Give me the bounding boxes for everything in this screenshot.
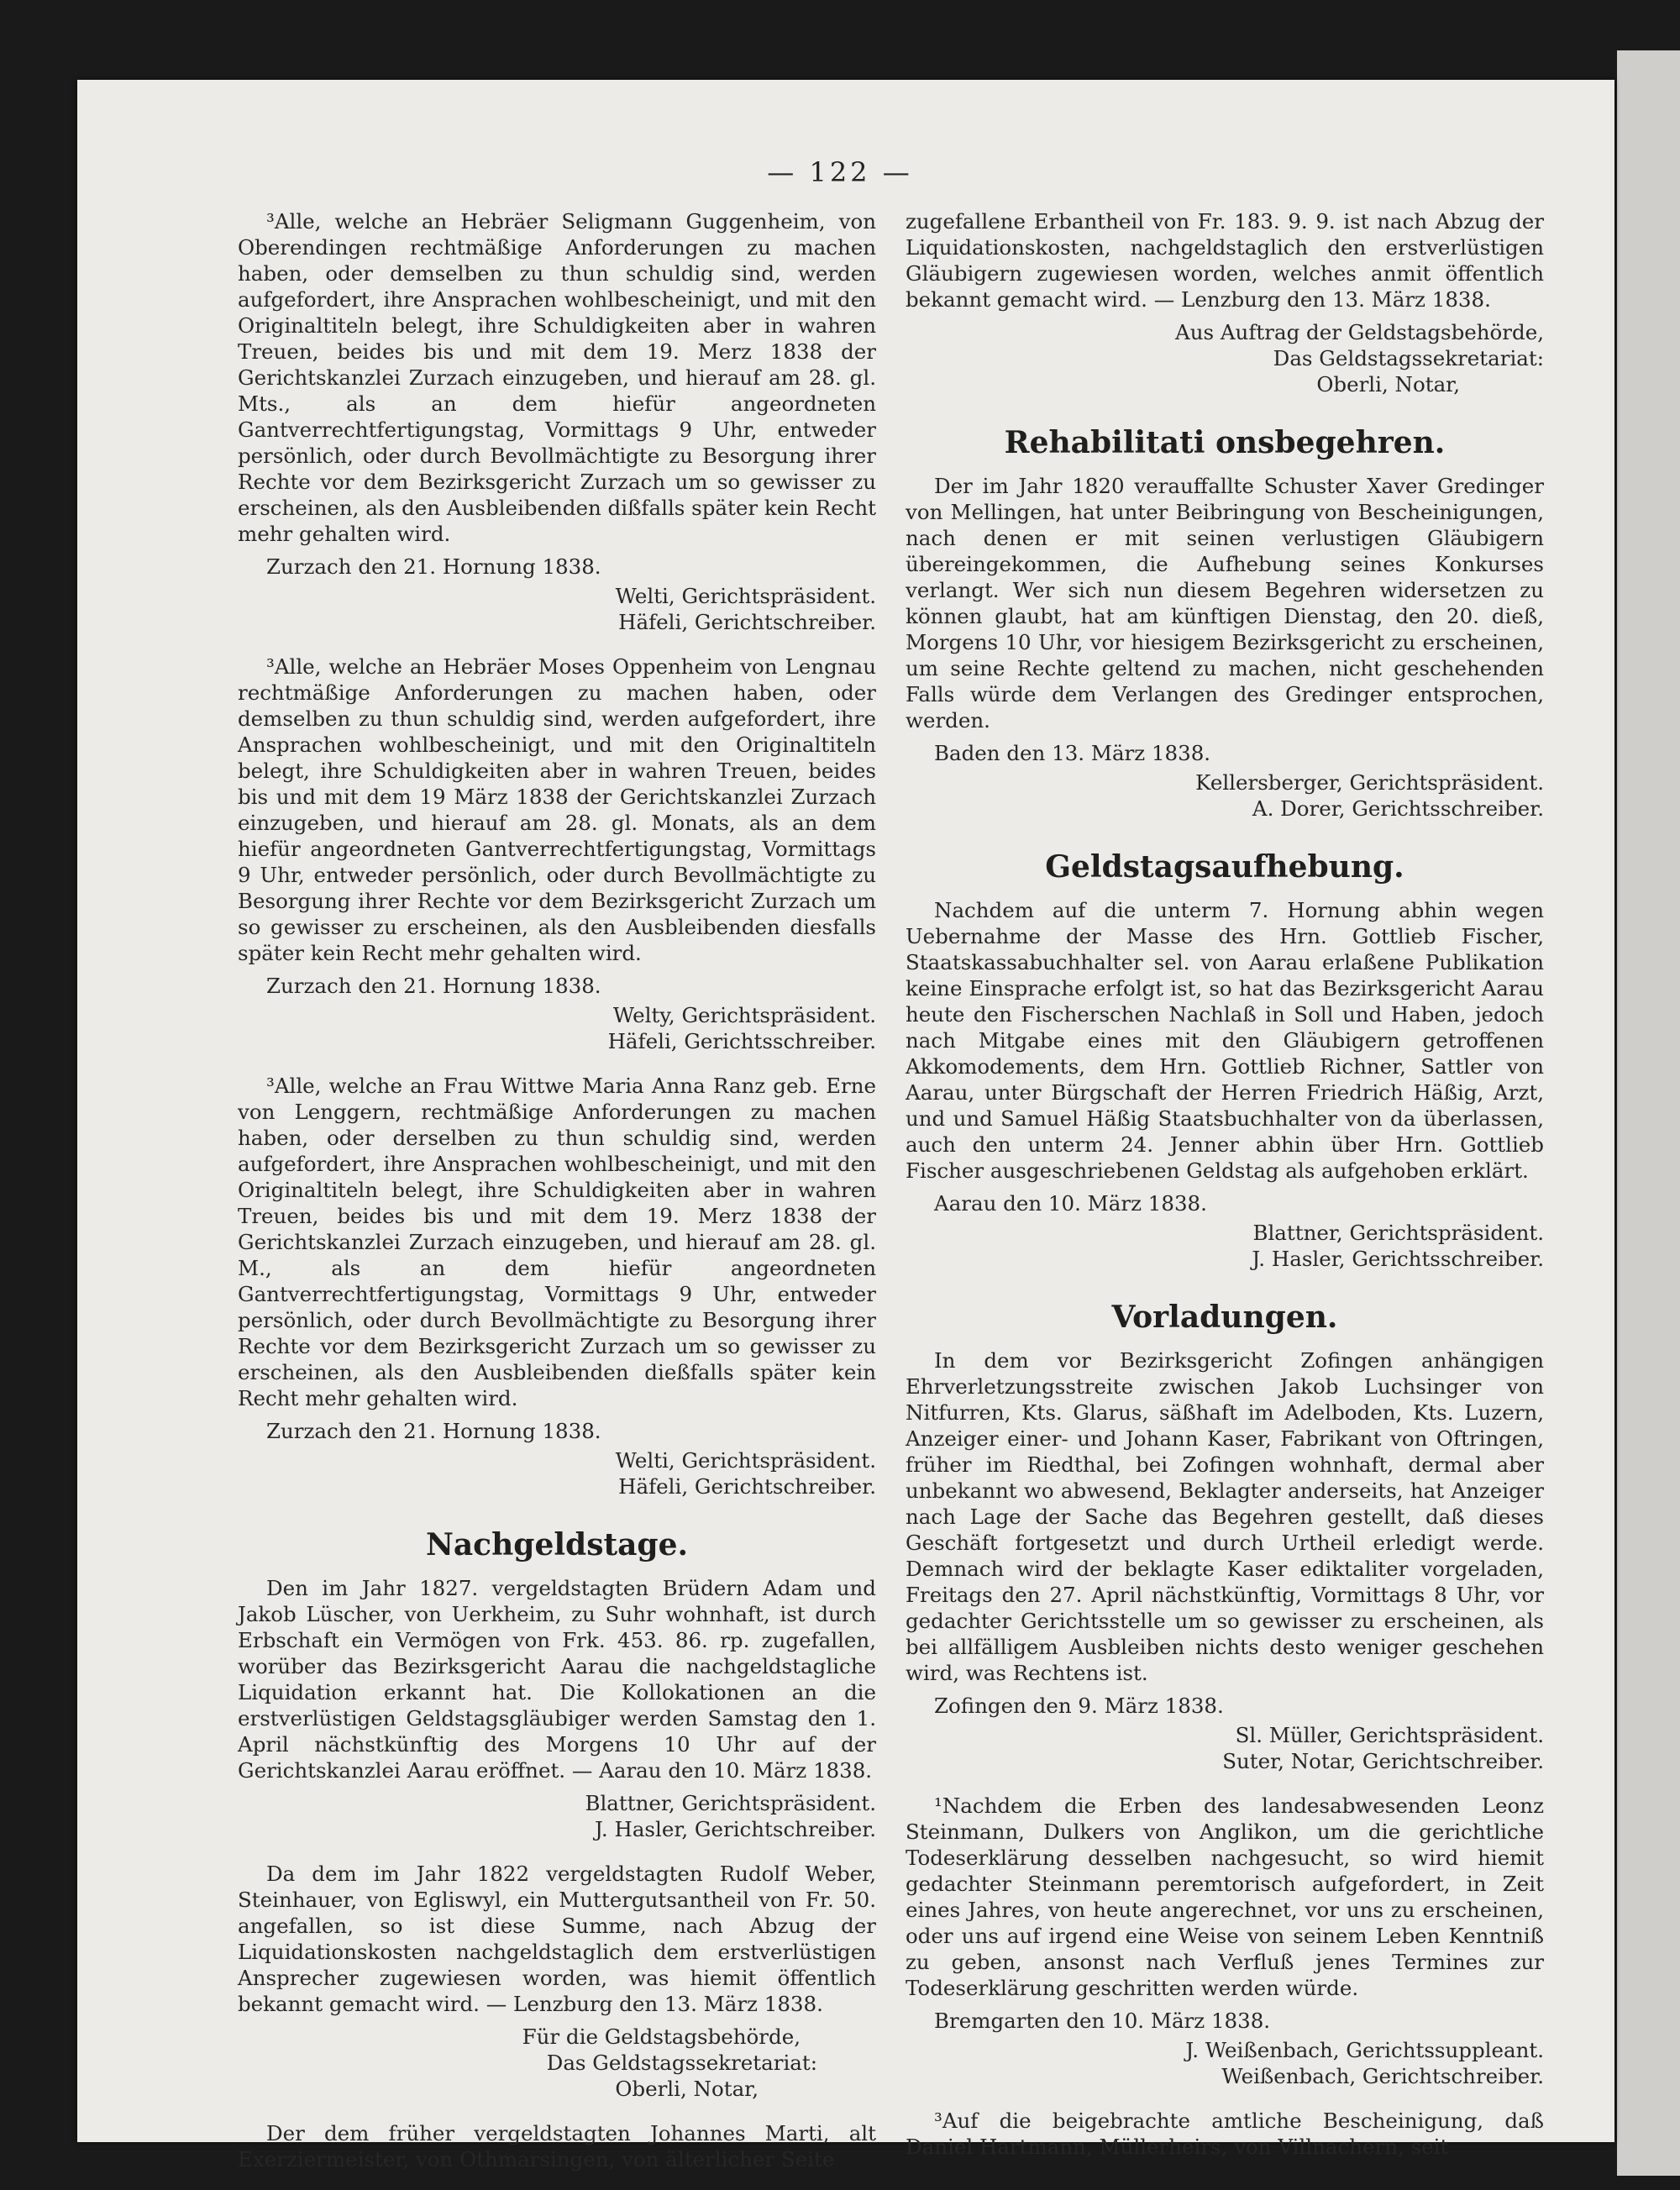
signature: Das Geldstagssekretariat:: [1273, 346, 1544, 370]
notice-weber: [238, 1861, 876, 2102]
signature: J. Weißenbach, Gerichtssuppleant.: [1185, 2038, 1544, 2062]
place-date: Aarau den 10. März 1838.: [934, 1191, 1207, 1216]
notice-text: ³Alle, welche an Frau Wittwe Maria Anna Ranz geb. Erne von Lenggern, rechtmäßige Anforderungen zu machen haben, oder derselben zu thun schuldig sind, werden aufgefordert, ihre Ansprachen wohlbescheinigt, und mit den Originaltiteln belegt, ihre Schuldigkeiten aber in wahren Treuen, beides bis und mit dem 19. Merz 1838 der Gerichtskanzlei Zurzach einzugeben, und hierauf am 28. gl. M., als an dem hiefür angeordneten Gantverrechtfertigungstag, Vormittags 9 Uhr, entweder persönlich, oder durch Bevollmächtigte zu Besorgung ihrer Rechte vor dem Bezirksgericht Zurzach um so gewisser zu erscheinen, als den Ausbleibenden dießfalls später kein Recht mehr gehalten wird.: [238, 1074, 876, 1410]
signature: Häfeli, Gerichtsschreiber.: [607, 1029, 876, 1053]
signature: Suter, Notar, Gerichtschreiber.: [1222, 1749, 1544, 1773]
notice-steinmann: [906, 1793, 1544, 2089]
notice-gredinger: [906, 473, 1544, 822]
place-date: Zurzach den 21. Hornung 1838.: [266, 1419, 601, 1443]
page-number: — 122 —: [767, 156, 913, 188]
notice-fischer: [906, 897, 1544, 1272]
notice-text: zugefallene Erbantheil von Fr. 183. 9. 9. ist nach Abzug der Liquidationskosten, nachgeldstaglich den erstverlüstigen Gläubigern zugewiesen worden, welches anmit öffentlich bekannt gemacht wird. — Lenzburg den 13. März 1838.: [906, 209, 1544, 312]
notice-marti-end: [906, 208, 1544, 397]
notice-ranz: [238, 1073, 876, 1499]
signature: Aus Auftrag der Geldstagsbehörde,: [1175, 320, 1544, 344]
place-date: Bremgarten den 10. März 1838.: [934, 2009, 1271, 2033]
notice-marti-start: Der dem früher vergeldstagten Johannes Marti, alt Exerziermeister, von Othmarsingen, von älterlicher Seite: [238, 2121, 876, 2172]
section-heading-nachgeldstage: Nachgeldstage.: [425, 1527, 689, 1562]
notice-oppenheim: [238, 654, 876, 1054]
notice-kaser: [906, 1347, 1544, 1774]
signature: A. Dorer, Gerichtsschreiber.: [1252, 796, 1544, 821]
signature: Für die Geldstagsbehörde,: [522, 2025, 801, 2049]
notice-hartmann-start: ³Auf die beigebrachte amtliche Bescheinigung, daß Daniel Hartmann, Müllerheirs, von Villnachern, seit: [906, 2109, 1544, 2159]
signature: Blattner, Gerichtspräsident.: [585, 1791, 876, 1815]
signature: Welti, Gerichtspräsident.: [615, 584, 876, 608]
notice-guggenheim: [238, 208, 876, 635]
signature: Kellersberger, Gerichtspräsident.: [1195, 770, 1544, 795]
place-date: Zurzach den 21. Hornung 1838.: [266, 974, 601, 998]
right-column: [906, 208, 1544, 2166]
section-heading-vorladungen: Vorladungen.: [1111, 1300, 1338, 1335]
place-date: Zurzach den 21. Hornung 1838.: [266, 554, 601, 579]
signature: Weißenbach, Gerichtschreiber.: [1221, 2064, 1544, 2088]
notice-text: Den im Jahr 1827. vergeldstagten Brüdern Adam und Jakob Lüscher, von Uerkheim, zu Suhr wohnhaft, ist durch Erbschaft ein Vermögen von Frk. 453. 86. rp. zugefallen, worüber das Bezirksgericht Aarau die nachgeldstagliche Liquidation erkannt hat. Die Kollokationen an die erstverlüstigen Geldstagsgläubiger werden Samstag den 1. April nächstkünftig des Morgens 10 Uhr auf der Gerichtskanzlei Aarau eröffnet. — Aarau den 10. März 1838.: [238, 1576, 876, 1783]
signature: Oberli, Notar,: [615, 2077, 759, 2101]
place-date: Baden den 13. März 1838.: [934, 741, 1211, 765]
notice-text: In dem vor Bezirksgericht Zofingen anhängigen Ehrverletzungsstreite zwischen Jakob Luchsinger von Nitfurren, Kts. Glarus, säßhaft im Adelboden, Kts. Luzern, Anzeiger einer- und Johann Kaser, Fabrikant von Oftringen, früher im Riedthal, bei Zofingen wohnhaft, dermal aber unbekannt wo abwesend, Beklagter anderseits, hat Anzeiger nach Lage der Sache das Begehren gestellt, daß dieses Geschäft fortgesetzt und durch Urtheil erledigt werde. Demnach wird der beklagte Kaser ediktaliter vorgeladen, Freitags den 27. April nächstkünftig, Vormittags 8 Uhr, vor gedachter Gerichtsstelle um so gewisser zu erscheinen, als bei allfälligem Ausbleiben nichts desto weniger geschehen wird, was Rechtens ist.: [906, 1348, 1544, 1685]
signature: J. Hasler, Gerichtsschreiber.: [1252, 1247, 1544, 1271]
notice-text: ¹Nachdem die Erben des landesabwesenden Leonz Steinmann, Dulkers von Anglikon, um die gerichtliche Todeserklärung desselben nachgesucht, so wird hiemit gedachter Steinmann peremtorisch aufgefordert, in Zeit eines Jahres, von heute angerechnet, vor uns zu erscheinen, oder uns auf irgend eine Weise von seinem Leben Kenntniß zu geben, ansonst nach Verfluß jenes Termines zur Todeserklärung geschritten werden würde.: [906, 1793, 1544, 2000]
signature: Das Geldstagssekretariat:: [546, 2051, 817, 2075]
signature: Oberli, Notar,: [1316, 372, 1460, 397]
signature: J. Hasler, Gerichtschreiber.: [594, 1817, 876, 1841]
notice-text: ³Alle, welche an Hebräer Moses Oppenheim von Lengnau rechtmäßige Anforderungen zu machen haben, oder demselben zu thun schuldig sind, werden aufgefordert, ihre Ansprachen wohlbescheinigt, und mit den Originaltiteln belegt, ihre Schuldigkeiten aber in wahren Treuen, beides bis und mit dem 19 März 1838 der Gerichtskanzlei Zurzach einzugeben, und hierauf am 28. gl. Monats, als an dem hiefür angeordneten Gantverrechtfertigungstag, Vormittags 9 Uhr, entweder persönlich, oder durch Bevollmächtigte zu Besorgung ihrer Rechte vor dem Bezirksgericht Zurzach um so gewisser zu erscheinen, als den Ausbleibenden diesfalls später kein Recht mehr gehalten wird.: [238, 654, 876, 965]
section-heading-aufhebung: Geldstagsaufhebung.: [1045, 849, 1404, 885]
signature: Welti, Gerichtspräsident.: [615, 1448, 876, 1473]
signature: Sl. Müller, Gerichtspräsident.: [1235, 1723, 1544, 1747]
notice-text: Da dem im Jahr 1822 vergeldstagten Rudolf Weber, Steinhauer, von Egliswyl, ein Muttergutsantheil von Fr. 50. angefallen, so ist diese Summe, nach Abzug der Liquidationskosten nachgeldstaglich dem erstverlüstigen Ansprecher zugewiesen worden, was hiemit öffentlich bekannt gemacht wird. — Lenzburg den 13. März 1838.: [238, 1862, 876, 2016]
notice-luescher: [238, 1575, 876, 1842]
notice-text: Nachdem auf die unterm 7. Hornung abhin wegen Uebernahme der Masse des Hrn. Gottlieb Fischer, Staatskassabuchhalter sel. von Aarau erlaßene Publikation keine Einsprache erfolgt ist, so hat das Bezirksgericht Aarau heute den Fischerschen Nachlaß in Soll und Haben, jedoch nach Mitgabe eines mit den Gläubigern getroffenen Akkomodements, dem Hrn. Gottlieb Richner, Sattler von Aarau, unter Bürgschaft der Herren Friedrich Häßig, Arzt, und und Samuel Häßig Staatsbuchhalter von da überlassen, auch den unterm 24. Jenner abhin über Hrn. Gottlieb Fischer ausgeschriebenen Geldstag als aufgehoben erklärt.: [906, 898, 1544, 1183]
signature: Häfeli, Gerichtschreiber.: [618, 610, 876, 634]
notice-text: Der im Jahr 1820 verauffallte Schuster Xaver Gredinger von Mellingen, hat unter Beibringung von Bescheinigungen, nach denen er mit seinen verlustigen Gläubigern übereingekommen, die Aufhebung seines Konkurses verlangt. Wer sich nun diesem Begehren widersetzen zu können glaubt, hat am künftigen Dienstag, den 20. dieß, Morgens 10 Uhr, vor hiesigem Bezirksgericht zu erscheinen, um seine Rechte geltend zu machen, nicht geschehenden Falls würde dem Verlangen des Gredinger entsprochen, werden.: [906, 474, 1544, 733]
signature: Häfeli, Gerichtschreiber.: [618, 1474, 876, 1499]
signature: Blattner, Gerichtspräsident.: [1252, 1221, 1544, 1245]
notice-text: ³Alle, welche an Hebräer Seligmann Guggenheim, von Oberendingen rechtmäßige Anforderungen zu machen haben, oder demselben zu thun schuldig sind, werden aufgefordert, ihre Ansprachen wohlbescheinigt, und mit den Originaltiteln belegt, ihre Schuldigkeiten aber in wahren Treuen, beides bis und mit dem 19. Merz 1838 der Gerichtskanzlei Zurzach einzugeben, und hierauf am 28. gl. Mts., als an dem hiefür angeordneten Gantverrechtfertigungstag, Vormittags 9 Uhr, entweder persönlich, oder durch Bevollmächtigte zu Besorgung ihrer Rechte vor dem Bezirksgericht Zurzach um so gewisser zu erscheinen, als den Ausbleibenden dißfalls später kein Recht mehr gehalten wird.: [238, 209, 876, 546]
next-page-edge: [1617, 50, 1680, 2176]
place-date: Zofingen den 9. März 1838.: [934, 1694, 1224, 1718]
signature: Welty, Gerichtspräsident.: [612, 1003, 876, 1027]
left-column: [238, 208, 876, 2179]
section-heading-rehabilitation: Rehabilitati onsbegehren.: [1004, 425, 1446, 460]
